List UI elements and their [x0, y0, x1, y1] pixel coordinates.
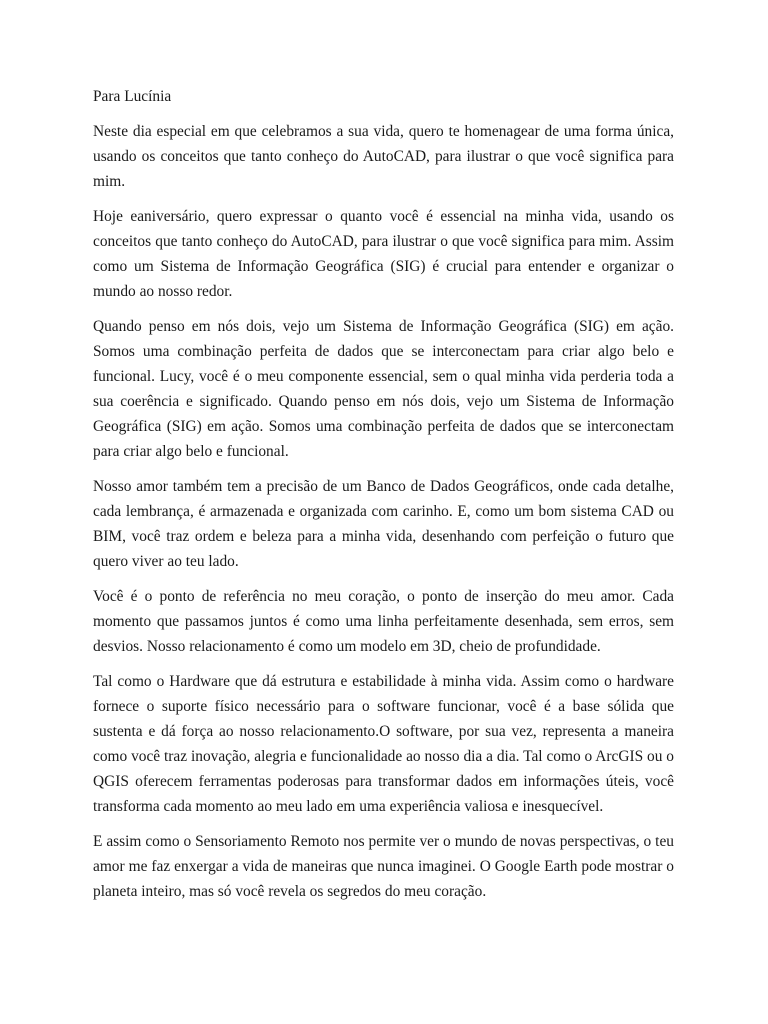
paragraph-5: Você é o ponto de referência no meu coração, o ponto de inserção do meu amor. Cada momento que passamos juntos é como uma linha perfeitamente desenhada, sem erros, sem desvios. Nosso relacionamento é como um modelo em 3D, cheio de profundidade.	[93, 588, 674, 655]
paragraph-2: Hoje eaniversário, quero expressar o quanto você é essencial na minha vida, usando os conceitos que tanto conheço do AutoCAD, para ilustrar o que você significa para mim. Assim como um Sistema de Informação Geográfica (SIG) é crucial para entender e organizar o mundo ao nosso redor.	[93, 208, 674, 300]
paragraph-4: Nosso amor também tem a precisão de um Banco de Dados Geográficos, onde cada detalhe, cada lembrança, é armazenada e organizada com carinho. E, como um bom sistema CAD ou BIM, você traz ordem e beleza para a minha vida, desenhando com perfeição o futuro que quero viver ao teu lado.	[93, 478, 674, 570]
paragraph-3: Quando penso em nós dois, vejo um Sistema de Informação Geográfica (SIG) em ação. Somos uma combinação perfeita de dados que se interconectam para criar algo belo e funcional. Lucy, você é o meu componente essencial, sem o qual minha vida perderia toda a sua coerência e significado. Quando penso em nós dois, vejo um Sistema de Informação Geográfica (SIG) em ação. Somos uma combinação perfeita de dados que se interconectam para criar algo belo e funcional.	[93, 318, 674, 460]
paragraph-7: E assim como o Sensoriamento Remoto nos permite ver o mundo de novas perspectivas, o teu amor me faz enxergar a vida de maneiras que nunca imaginei. O Google Earth pode mostrar o planeta inteiro, mas só você revela os segredos do meu coração.	[93, 833, 674, 900]
document-body	[93, 84, 674, 914]
greeting-line: Para Lucínia	[93, 88, 172, 105]
paragraph-1: Neste dia especial em que celebramos a sua vida, quero te homenagear de uma forma única, usando os conceitos que tanto conheço do AutoCAD, para ilustrar o que você significa para mim.	[93, 123, 674, 190]
paragraph-6: Tal como o Hardware que dá estrutura e estabilidade à minha vida. Assim como o hardware fornece o suporte físico necessário para o software funcionar, você é a base sólida que sustenta e dá força ao nosso relacionamento.O software, por sua vez, representa a maneira como você traz inovação, alegria e funcionalidade ao nosso dia a dia. Tal como o ArcGIS ou o QGIS oferecem ferramentas poderosas para transformar dados em informações úteis, você transforma cada momento ao meu lado em uma experiência valiosa e inesquecível.	[93, 673, 674, 815]
